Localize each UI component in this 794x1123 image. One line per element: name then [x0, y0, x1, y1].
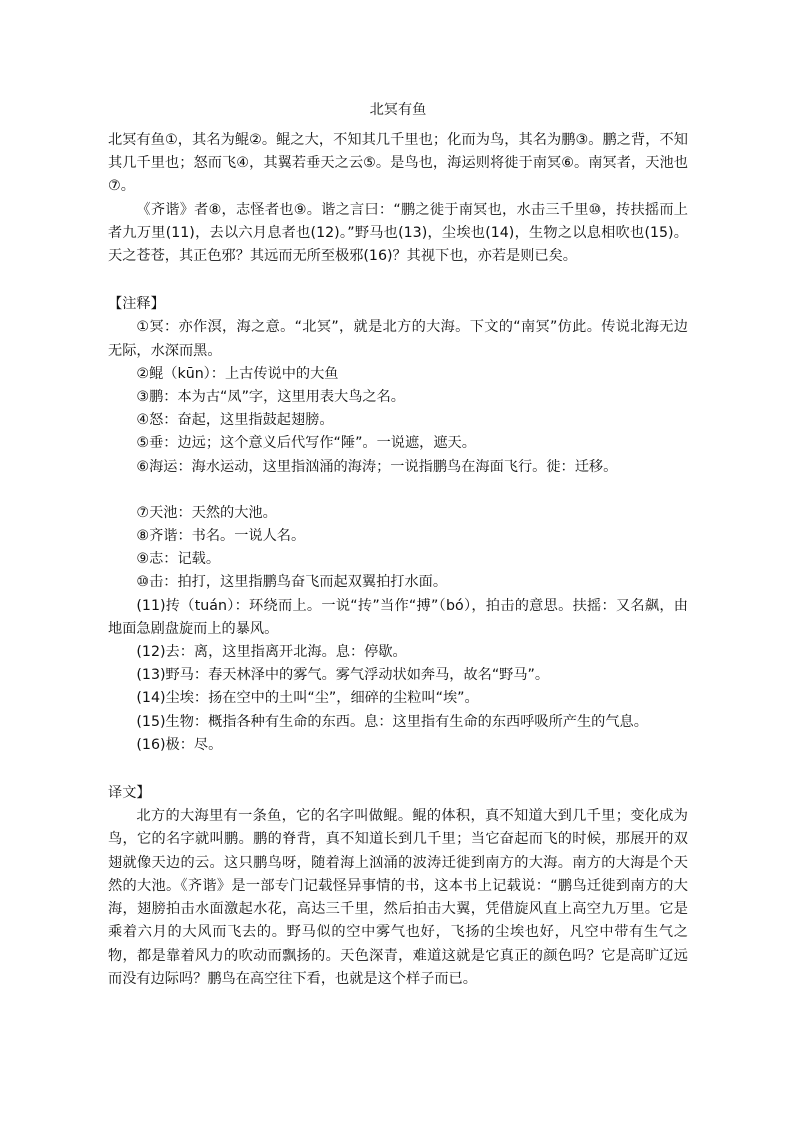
blank-line [108, 479, 688, 502]
document-title: 北冥有鱼 [369, 102, 427, 118]
note-12: (12)去：离，这里指离开北海。息：停歇。 [136, 644, 407, 661]
translation-heading: 译文】 [108, 785, 151, 802]
note-11: (11)抟（tuán）：环绕而上。一说“抟”当作“搏”（bó），拍击的意思。扶摇：又名飙，由地面急剧盘旋而上的暴风。 [108, 597, 688, 637]
translation-body: 北方的大海里有一条鱼，它的名字叫做鲲。鲲的体积，真不知道大到几千里；变化成为鸟，它的名字就叫鹏。鹏的脊背，真不知道长到几千里；当它奋起而飞的时候，那展开的双翅就像天边的云。这只鹏鸟呀，随着海上汹涌的波涛迁徙到南方的大海。南方的大海是个天然的大池。《齐谐》是一部专门记载怪异事情的书，这本书上记载说：“鹏鸟迁徙到南方的大海，翅膀拍击水面激起水花，高达三千里，然后拍击大翼，凭借旋风直上高空九万里。它是乘着六月的大风而飞去的。野马似的空中雾气也好，飞扬的尘埃也好，凡空中带有生气之物，都是靠着风力的吹动而飘扬的。天色深青，难道这就是它真正的颜色吗？它是高旷辽远而没有边际吗？鹏鸟在高空往下看，也就是这个样子而已。 [108, 808, 688, 987]
note-4: ④怒：奋起，这里指鼓起翅膀。 [136, 412, 334, 429]
note-14: (14)尘埃：扬在空中的土叫“尘”，细碎的尘粒叫“埃”。 [136, 690, 479, 707]
note-13: (13)野马：春天林泽中的雾气。雾气浮动状如奔马，故名“野马”。 [136, 667, 550, 684]
note-2: ②鲲（kūn）：上古传说中的大鱼 [136, 365, 339, 382]
note-1: ①冥：亦作溟，海之意。“北冥”，就是北方的大海。下文的“南冥”仿此。传说北海无边无际，水深而黑。 [108, 319, 688, 359]
note-9: ⑨志：记载。 [136, 551, 221, 568]
note-6: ⑥海运：海水运动，这里指汹涌的海涛；一说指鹏鸟在海面飞行。徙：迁移。 [136, 458, 618, 475]
note-16: (16)极：尽。 [136, 736, 223, 753]
note-8: ⑧齐谐：书名。一说人名。 [136, 528, 306, 545]
note-5: ⑤垂：边远；这个意义后代写作“陲”。一说遮，遮天。 [136, 435, 476, 452]
note-7: ⑦天池：天然的大池。 [136, 504, 277, 521]
note-15: (15)生物：概指各种有生命的东西。息：这里指有生命的东西呼吸所产生的气息。 [136, 713, 648, 730]
document-page [108, 98, 688, 991]
notes-heading: 【注释】 [108, 296, 165, 313]
note-3: ③鹏：本为古“凤”字，这里用表大鸟之名。 [136, 389, 405, 406]
text-paragraph-1: 北冥有鱼①，其名为鲲②。鲲之大，不知其几千里也；化而为鸟，其名为鹏③。鹏之背，不知其几千里也；怒而飞④，其翼若垂天之云⑤。是鸟也，海运则将徙于南冥⑥。南冥者，天池也⑦。 [108, 132, 688, 195]
text-paragraph-2: 《齐谐》者⑧，志怪者也⑨。谐之言曰：“鹏之徙于南冥也，水击三千里⑩，抟扶摇而上者九万里(11)，去以六月息者也(12)。”野马也(13)，尘埃也(14)，生物之以息相吹也(15)。天之苍苍，其正色邪？其远而无所至极邪(16)？其视下也，亦若是则已矣。 [108, 201, 688, 265]
note-10: ⑩击：拍打，这里指鹏鸟奋飞而起双翼拍打水面。 [136, 574, 448, 591]
